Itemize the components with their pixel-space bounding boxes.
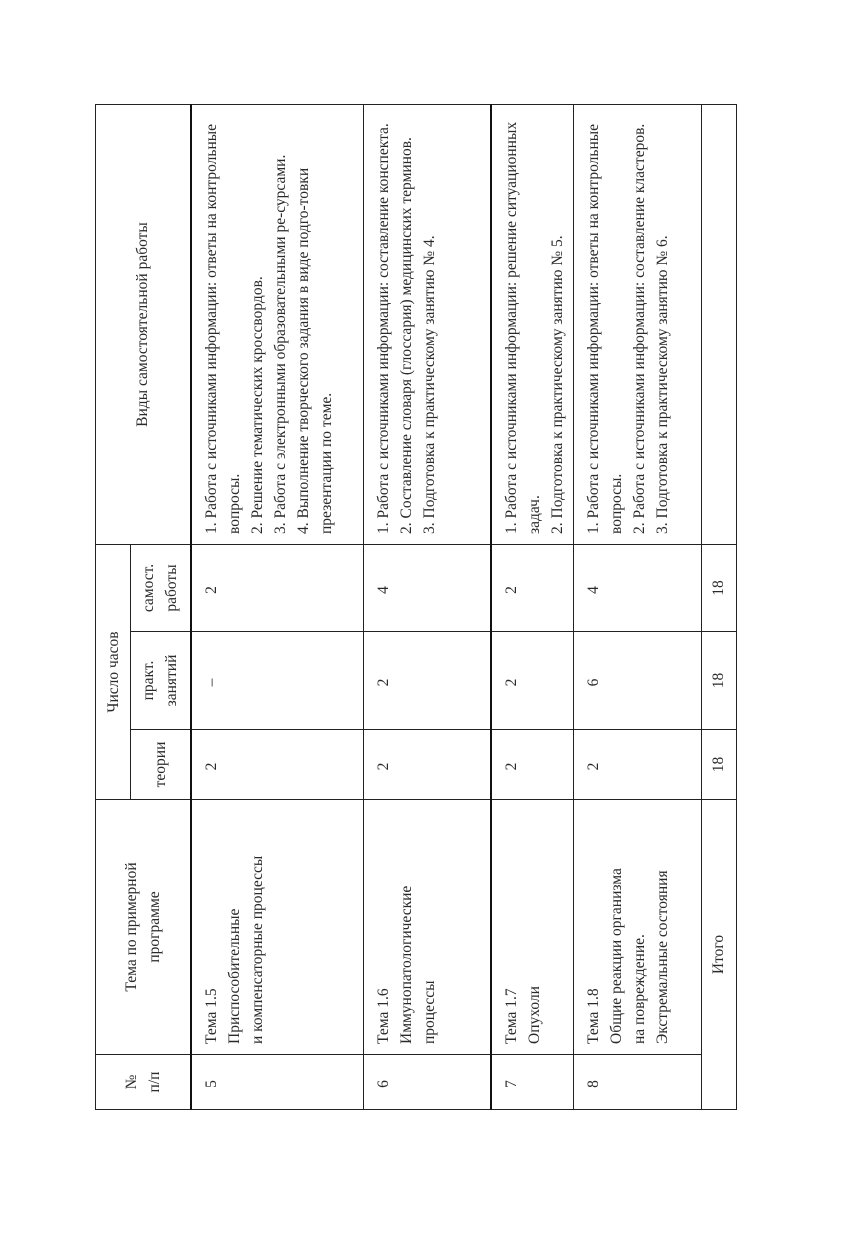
row-practice: 2: [364, 632, 491, 730]
header-self: самост. работы: [131, 545, 191, 632]
row-topic: Тема 1.8 Общие реакции организма на повреждение. Экстремальные состояния: [573, 800, 701, 1055]
row-num: 6: [364, 1055, 491, 1110]
row-topic: Тема 1.6 Иммунопатологические процессы: [364, 800, 491, 1055]
row-practice: 2: [491, 632, 574, 730]
row-work: 1. Работа с источниками информации: ответы на контрольные вопросы. 2. Работа с источниками информации: составление кластеров. 3. Подготовка к практическому занятию № 6.: [573, 105, 701, 545]
header-num: № п/п: [96, 1055, 191, 1110]
header-work-types: Виды самостоятельной работы: [96, 105, 191, 545]
total-label: Итого: [701, 800, 736, 1110]
row-self: 4: [364, 545, 491, 632]
total-practice: 18: [701, 632, 736, 730]
row-num: 5: [191, 1055, 364, 1110]
row-theory: 2: [491, 730, 574, 800]
total-self: 18: [701, 545, 736, 632]
header-hours: Число часов: [96, 545, 131, 800]
row-practice: 6: [573, 632, 701, 730]
row-topic: Тема 1.5 Приспособительные и компенсаторные процессы: [191, 800, 364, 1055]
table-row: [491, 105, 574, 1110]
table-row: [364, 105, 491, 1110]
header-row: [96, 105, 131, 1110]
header-practice: практ. занятий: [131, 632, 191, 730]
row-self: 2: [191, 545, 364, 632]
study-plan-table: [95, 104, 737, 1110]
total-theory: 18: [701, 730, 736, 800]
table-row: [573, 105, 701, 1110]
total-work-empty: [701, 105, 736, 545]
table-row: [191, 105, 364, 1110]
header-theory: теории: [131, 730, 191, 800]
rotated-table-container: [95, 105, 733, 1110]
row-theory: 2: [573, 730, 701, 800]
row-self: 2: [491, 545, 574, 632]
row-work: 1. Работа с источниками информации: составление конспекта. 2. Составление словаря (глоссария) медицинских терминов. 3. Подготовка к практическому занятию № 4.: [364, 105, 491, 545]
total-row: [701, 105, 736, 1110]
row-topic: Тема 1.7 Опухоли: [491, 800, 574, 1055]
row-theory: 2: [364, 730, 491, 800]
row-num: 7: [491, 1055, 574, 1110]
row-work: 1. Работа с источниками информации: решение ситуационных задач. 2. Подготовка к практическому занятию № 5.: [491, 105, 574, 545]
row-theory: 2: [191, 730, 364, 800]
row-work: 1. Работа с источниками информации: ответы на контрольные вопросы. 2. Решение тематических кроссвордов. 3. Работа с электронными образовательными ре-сурсами. 4. Выполнение творческого задания в виде подго-товки презентации по теме.: [191, 105, 364, 545]
row-self: 4: [573, 545, 701, 632]
header-topic: Тема по примерной программе: [96, 800, 191, 1055]
row-num: 8: [573, 1055, 701, 1110]
row-practice: –: [191, 632, 364, 730]
